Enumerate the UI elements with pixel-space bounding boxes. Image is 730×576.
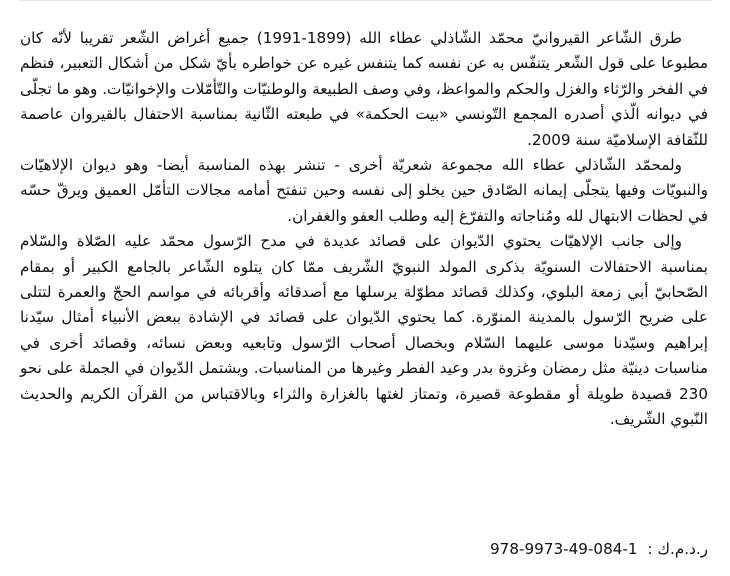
document-body xyxy=(20,26,708,433)
paragraph-2: ولمحمّد الشّاذلي عطاء الله مجموعة شعريّة أخرى - تنشر بهذه المناسبة أيضا- وهو ديوان الإلاهيّات والنبويّات وفيها يتجلّى إيمانه الصّادق حين يخلو إلى نفسه وحين تنفتح أمامه مجالات التأمّل العميق ويرقّ حسّه في لحظات الابتهال لله ومُناجاته والتفرّغ إليه وطلب العفو والغفران. xyxy=(20,156,708,225)
top-divider xyxy=(18,0,712,1)
paragraph-1: طرق الشّاعر القيروانيّ محمّد الشّاذلي عطاء الله (1899-1991) جميع أغراض الشّعر تقريبا لأنّه كان مطبوعا على قول الشّعر يتنفّس به عن نفسه كما يتنفس غيره عن خواطره بأيّ شكل من أشكال التعبير، فنظم في الفخر والرّثاء والغزل والحكم والمواعظ، وفي وصف الطبيعة والوطنيّات والتّأمّلات والإخوانيّات. وهو ما تجلّى في ديوانه الّذي أصدره المجمع التّونسي «بيت الحكمة» في طبعته الثّانية بمناسبة الاحتفال بالقيروان عاصمة للثّقافة الإسلاميّة سنة 2009. xyxy=(20,29,708,149)
paragraph-3: وإلى جانب الإلاهيّات يحتوي الدّيوان على قصائد عديدة في مدح الرّسول محمّد عليه الصّلاة والسّلام بمناسبة الاحتفالات السنويّة بذكرى المولد النبويّ الشّريف ممّا كان يتلوه الشّاعر بالجامع الكبير أو بمقام الصّحابيّ أبي زمعة البلوي، وكذلك قصائد مطوّلة يرسلها مع أصدقائه وأقربائه في مواسم الحجّ والعمرة لتتلى على ضريح الرّسول بالمدينة المنوّرة. كما يحتوي الدّيوان على قصائد في الإشادة ببعض الأنبياء أمثال سيّدنا إبراهيم وسيّدنا موسى عليهما السّلام وبخصال أصحاب الرّسول وتابعيه وبعض نسائه، وقصائد أخرى في مناسبات دينيّة مثل رمضان وغزوة بدر وعيد الفطر وغيرها من المناسبات. ويشتمل الدّيوان في الجملة على نحو 230 قصيدة طويلة أو مقطوعة قصيرة، وتمتاز لغتها بالغزارة والثراء وبالاقتباس من القرآن الكريم والحديث النّبوي الشّريف. xyxy=(20,232,708,429)
isbn-label: ر.د.م.ك : xyxy=(647,540,708,558)
isbn-number: 978-9973-49-084-1 xyxy=(490,540,638,558)
isbn-line xyxy=(308,537,708,562)
